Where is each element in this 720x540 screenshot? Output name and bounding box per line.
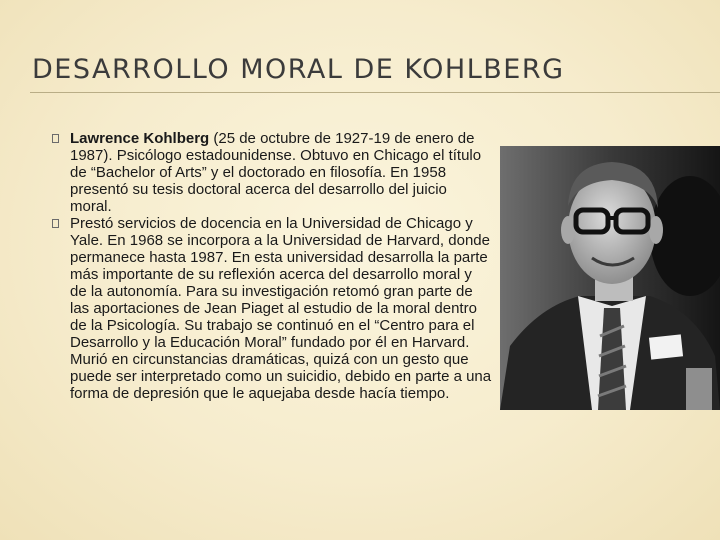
square-bullet-icon [52, 134, 59, 143]
bullet-text-career: Prestó servicios de docencia en la Universidad de Chicago y Yale. En 1968 se incorpora a la Universidad de Harvard, donde permanece hasta 1987. En esta universidad desarrolla la parte más importante de su reflexión acerca del desarrollo moral y de la autonomía. Para su investigación retomó gran parte de las aportaciones de Jean Piaget al estudio de la moral dentro de la Psicología. Su trabajo se continuó en el “Centro para el Desarrollo y la Educación Moral” fundado por él en Harvard. Murió en circunstancias dramáticas, quizá con un gesto que puede ser interpretado como un suicidio, debido en parte a una forma de depresión que le aquejaba desde hacía tiempo. [70, 215, 492, 402]
portrait-photo [500, 146, 720, 410]
slide-title: DESARROLLO MORAL DE KOHLBERG [32, 54, 565, 85]
square-bullet-icon [52, 219, 59, 228]
portrait-illustration [500, 146, 720, 410]
title-divider [30, 92, 720, 93]
bullet-list [52, 130, 492, 402]
bullet-item-career [52, 215, 492, 402]
bullet-item-biography [52, 130, 492, 215]
bullet-text-biography: (25 de octubre de 1927-19 de enero de 1987). Psicólogo estadounidense. Obtuvo en Chicago el título de “Bachelor of Arts” y el doctorado en filosofía. En 1958 presentó su tesis doctoral acerca del desarrollo del juicio moral. [70, 130, 482, 215]
person-name: Lawrence Kohlberg [70, 130, 210, 147]
